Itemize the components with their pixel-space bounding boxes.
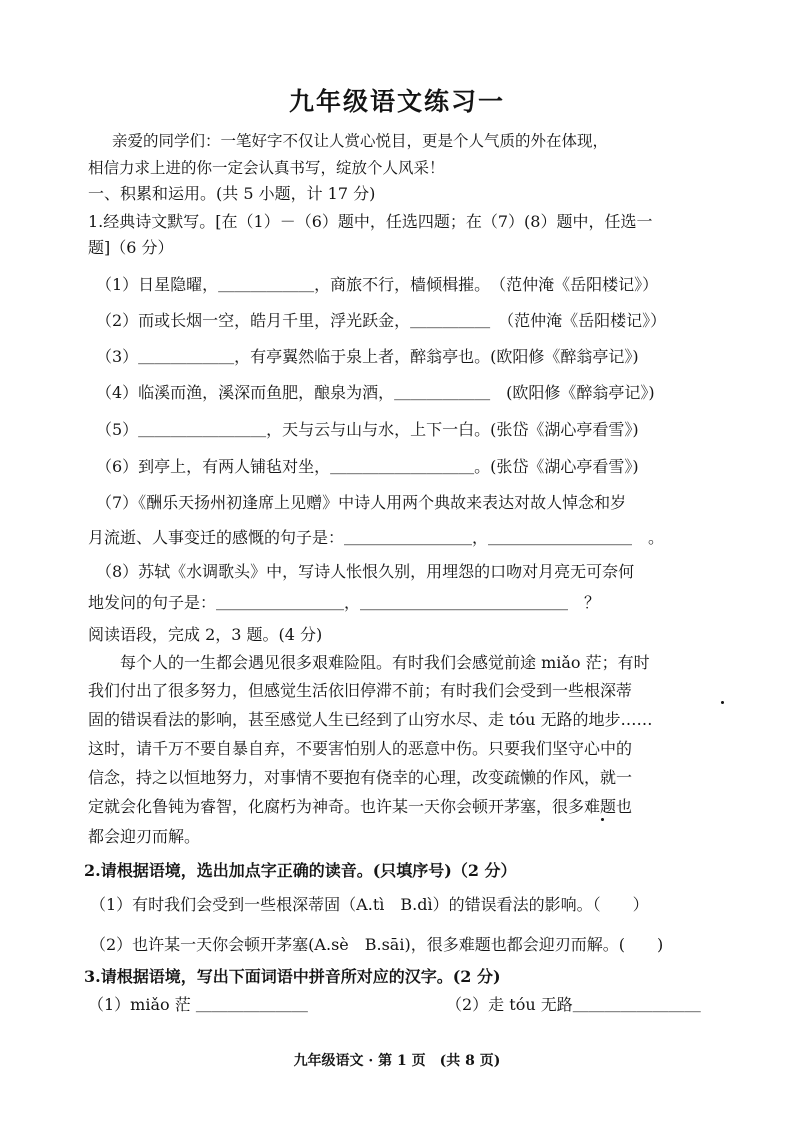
page-footer: 九年级语文 · 第 1 页 (共 8 页)	[293, 1053, 501, 1069]
passage-line-3: 固的错误看法的影响，甚至感觉人生已经到了山穷水尽、走 tóu 无路的地步……	[88, 710, 653, 729]
emphasis-dot	[721, 701, 724, 704]
q1-item-3: （3）＿＿＿＿＿＿，有亭翼然临于泉上者，醉翁亭也。(欧阳修《醉翁亭记》)	[96, 347, 639, 366]
q3-item-2: （2）走 tóu 无路＿＿＿＿＿＿＿＿	[446, 995, 701, 1014]
q1-line-2: 题]（6 分）	[88, 238, 174, 257]
reading-intro: 阅读语段，完成 2，3 题。(4 分)	[88, 625, 323, 644]
passage-line-6: 定就会化鲁钝为睿智，化腐朽为神奇。也许某一天你会顿开茅塞，很多难题也	[88, 797, 633, 816]
q1-item-1: （1）日星隐曜，＿＿＿＿＿＿，商旅不行，樯倾楫摧。 （范仲淹《岳阳楼记》）	[96, 275, 659, 294]
q1-item-8-line-1: （8）苏轼《水调歌头》中，写诗人怅恨久别，用埋怨的口吻对月亮无可奈何	[96, 562, 635, 581]
passage-line-7: 都会迎刃而解。	[88, 827, 201, 846]
q1-item-8-line-2: 地发问的句子是：＿＿＿＿＿＿＿＿，＿＿＿＿＿＿＿＿＿＿＿＿＿ ？	[88, 593, 601, 612]
q2-stem: 2.请根据语境，选出加点字正确的读音。(只填序号)（2 分）	[84, 861, 517, 880]
q3-stem: 3.请根据语境，写出下面词语中拼音所对应的汉字。(2 分)	[84, 967, 501, 986]
q1-item-4: （4）临溪而渔，溪深而鱼肥，酿泉为酒，＿＿＿＿＿＿ (欧阳修《醉翁亭记》)	[96, 383, 655, 402]
passage-line-4: 这时，请千万不要自暴自弃，不要害怕别人的恶意中伤。只要我们坚守心中的	[88, 739, 633, 758]
passage-line-5: 信念，持之以恒地努力，对事情不要抱有侥幸的心理，改变疏懒的作风，就一	[88, 768, 633, 787]
emphasis-dot	[601, 818, 604, 821]
q1-item-5: （5）＿＿＿＿＿＿＿＿，天与云与山与水，上下一白。(张岱《湖心亭看雪》)	[96, 420, 639, 439]
q1-line-1: 1.经典诗文默写。[在（1）－（6）题中，任选四题；在（7）(8）题中，任选一	[88, 212, 653, 231]
passage-line-2: 我们付出了很多努力，但感觉生活依旧停滞不前；有时我们会受到一些根深蒂	[88, 681, 633, 700]
q1-item-7-line-2: 月流逝、人事变迁的感慨的句子是：＿＿＿＿＿＿＿＿，＿＿＿＿＿＿＿＿＿ 。	[88, 528, 665, 547]
intro-line-2: 相信力求上进的你一定会认真书写，绽放个人风采！	[88, 159, 445, 177]
intro-line-1: 亲爱的同学们：一笔好字不仅让人赏心悦目，更是个人气质的外在体现，	[112, 132, 609, 150]
q2-option-2: （2）也许某一天你会顿开茅塞(A.sè B.sāi)，很多难题也都会迎刃而解。( )	[90, 935, 664, 954]
q1-item-2: （2）而或长烟一空，皓月千里，浮光跃金，＿＿＿＿＿ （范仲淹《岳阳楼记》）	[96, 311, 667, 330]
q1-item-6: （6）到亭上，有两人铺毡对坐，＿＿＿＿＿＿＿＿＿。(张岱《湖心亭看雪》)	[96, 457, 639, 476]
q2-option-1: （1）有时我们会受到一些根深蒂固（A.tì B.dì）的错误看法的影响。（ ）	[90, 895, 649, 914]
section1-heading: 一、积累和运用。(共 5 小题，计 17 分)	[88, 184, 376, 203]
passage-line-1: 每个人的一生都会遇见很多艰难险阻。有时我们会感觉前途 miǎo 茫；有时	[88, 653, 650, 672]
q1-item-7-line-1: （7）《酬乐天扬州初逢席上见赠》中诗人用两个典故来表达对故人悼念和岁	[96, 493, 627, 512]
q3-item-1: （1）miǎo 茫 ＿＿＿＿＿＿＿	[88, 995, 308, 1014]
page-title: 九年级语文练习一	[288, 87, 505, 116]
